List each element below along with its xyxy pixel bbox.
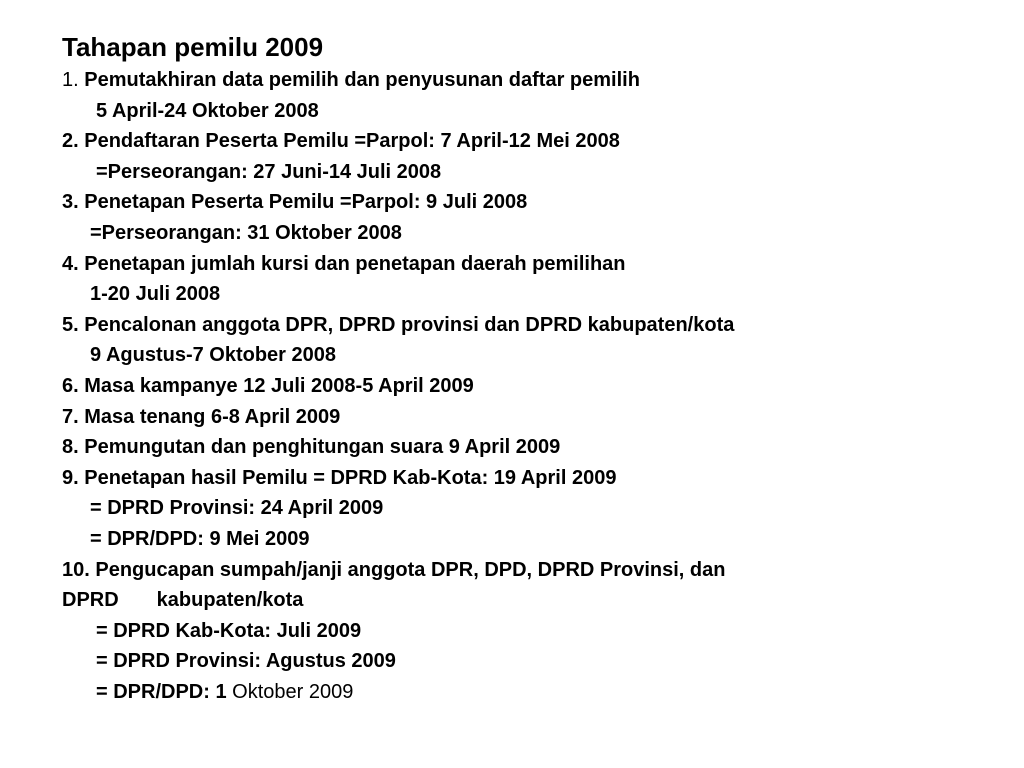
list-item-5 xyxy=(62,310,1002,341)
item-detail: 5 April-24 Oktober 2008 xyxy=(96,99,319,122)
item-detail: 9 Agustus-7 Oktober 2008 xyxy=(90,344,337,367)
detail-bold-part: = DPR/DPD: 1 xyxy=(96,680,227,703)
item-continuation xyxy=(62,585,1002,616)
list-item-7 xyxy=(62,402,1002,433)
item-number: 4. xyxy=(62,252,79,275)
item-text: Penetapan hasil Pemilu = DPRD Kab-Kota: 19 April 2009 xyxy=(84,466,617,489)
list-item-9 xyxy=(62,463,1002,494)
continuation-part-a: DPRD xyxy=(62,589,119,612)
item-detail-last xyxy=(62,677,1002,708)
item-detail: = DPRD Provinsi: Agustus 2009 xyxy=(96,650,396,673)
continuation-part-b: kabupaten/kota xyxy=(156,589,304,612)
item-text: Pencalonan anggota DPR, DPRD provinsi dan DPRD kabupaten/kota xyxy=(84,313,735,336)
slide-content xyxy=(62,30,1002,707)
list-item-4 xyxy=(62,249,1002,280)
item-text: Pemutakhiran data pemilih dan penyusunan daftar pemilih xyxy=(84,69,640,91)
item-detail: =Perseorangan: 31 Oktober 2008 xyxy=(90,221,402,244)
item-number: 9. xyxy=(62,466,79,489)
item-number: 10. xyxy=(62,558,90,581)
item-detail: = DPRD Kab-Kota: Juli 2009 xyxy=(96,619,362,642)
item-text: Masa kampanye 12 Juli 2008-5 April 2009 xyxy=(84,374,474,397)
item-number: 6. xyxy=(62,374,79,397)
item-number: 7. xyxy=(62,405,79,428)
item-detail: = DPRD Provinsi: 24 April 2009 xyxy=(90,497,384,520)
list-item-8 xyxy=(62,432,1002,463)
list-item-10 xyxy=(62,555,1002,586)
item-text: Pengucapan sumpah/janji anggota DPR, DPD, DPRD Provinsi, dan xyxy=(95,558,726,581)
list-item-6 xyxy=(62,371,1002,402)
detail-normal-part: Oktober 2009 xyxy=(232,680,354,703)
item-number: 8. xyxy=(62,436,79,459)
item-text: Pemungutan dan penghitungan suara 9 April 2009 xyxy=(84,436,561,459)
item-number: 5. xyxy=(62,313,79,336)
slide-title: Tahapan pemilu 2009 xyxy=(62,32,324,62)
item-text: Masa tenang 6-8 April 2009 xyxy=(84,405,341,428)
item-text: Penetapan jumlah kursi dan penetapan daerah pemilihan xyxy=(84,252,626,275)
list-item-1 xyxy=(62,65,1002,96)
item-number: 2. xyxy=(62,130,79,153)
item-detail: 1-20 Juli 2008 xyxy=(90,283,221,306)
item-text: Pendaftaran Peserta Pemilu =Parpol: 7 April-12 Mei 2008 xyxy=(84,130,620,153)
list-item-3 xyxy=(62,187,1002,218)
item-detail: = DPR/DPD: 9 Mei 2009 xyxy=(90,527,310,550)
item-number: 3. xyxy=(62,191,79,214)
list-item-2 xyxy=(62,126,1002,157)
item-number: 1. xyxy=(62,69,79,91)
item-text: Penetapan Peserta Pemilu =Parpol: 9 Juli 2008 xyxy=(84,191,528,214)
item-detail: =Perseorangan: 27 Juni-14 Juli 2008 xyxy=(96,160,442,183)
